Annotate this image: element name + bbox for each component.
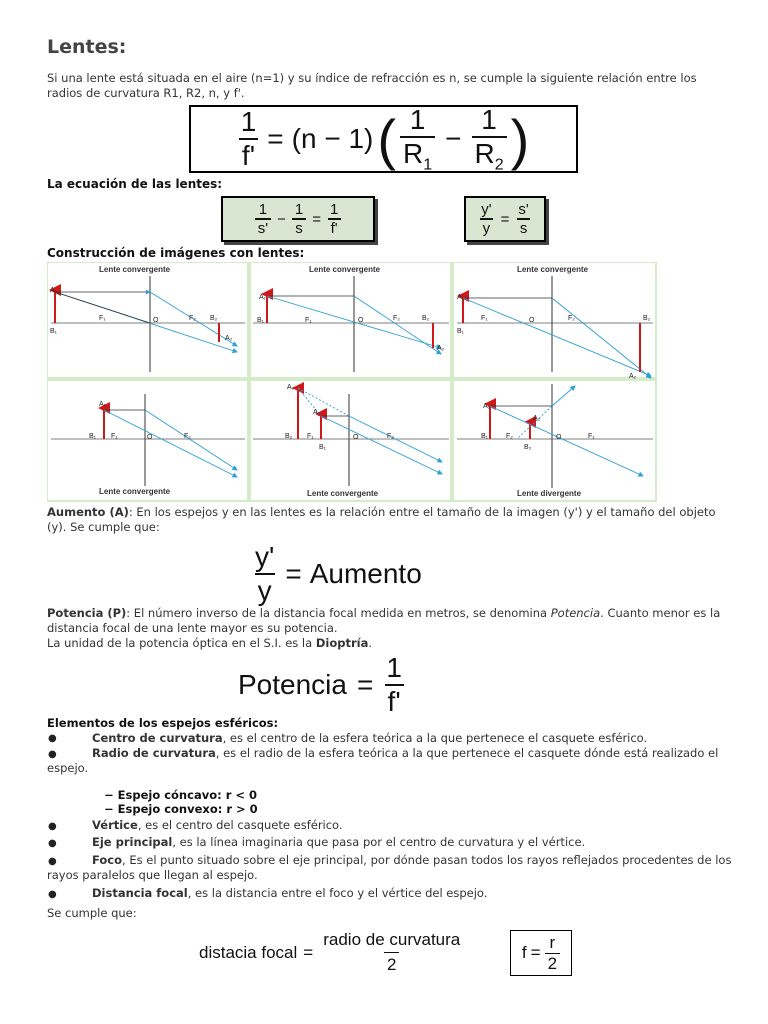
list-item: [92, 818, 732, 833]
p4-label-a1: A₁: [99, 401, 107, 408]
p6-label-o: O: [556, 434, 562, 441]
potencia-formula-eq: =: [356, 669, 374, 700]
p5-label-f1: F₁: [307, 433, 314, 440]
focal-equals: =: [303, 942, 314, 962]
p5-label-a1: A₁: [313, 409, 321, 416]
potencia-formula-num: 1: [386, 652, 402, 683]
p5-label-b1: B₁: [319, 444, 327, 451]
potencia-paragraph: [47, 606, 727, 651]
item-text: , es el centro de la esfera teórica a la que pertenece el casquete esférico.: [222, 731, 648, 745]
bullet-icon: ●: [48, 749, 57, 760]
p5-label-b2: B₂: [285, 433, 293, 440]
p5-label-f2: F₂: [387, 433, 394, 440]
p3-label-f2: F₂: [568, 315, 575, 322]
item-text: , es el radio de la esfera teórica a la que pertenece el casquete dónde está realizado el espejo.: [47, 746, 719, 775]
aumento-paragraph: [47, 505, 727, 535]
p4-label-o: O: [147, 434, 153, 441]
magnification-ratio-box: [464, 196, 546, 242]
aumento-formula: [252, 541, 422, 607]
item-term: Eje principal: [92, 835, 173, 849]
p1-label-f1: F₁: [99, 315, 106, 322]
lens-ray-diagram: [47, 262, 657, 502]
focal-left-text: distacia focal: [199, 942, 298, 962]
eq-equals: =: [312, 210, 321, 228]
p4-label-f2: F₂: [184, 433, 191, 440]
potencia-text-a: : El número inverso de la distancia focal medida en metros, se denomina: [126, 606, 551, 620]
p1-label-a1: A₁: [50, 287, 58, 294]
eq-num1: 1: [258, 201, 268, 218]
potencia-formula: [238, 652, 405, 718]
item-term: Radio de curvatura: [92, 746, 216, 760]
p5-label-a2: A₂: [287, 384, 295, 391]
r2-symbol: R: [474, 137, 495, 169]
r1-subscript: 1: [423, 156, 433, 174]
ray-diagram-svg: [47, 262, 657, 502]
p3-label-b2: B₂: [643, 315, 651, 322]
potencia-formula-den: f': [385, 684, 404, 718]
lensmaker-n-term: (n − 1): [291, 123, 374, 154]
lensmaker-lhs-fraction: [238, 106, 260, 172]
elementos-heading: Elementos de los espejos esféricos:: [47, 716, 279, 730]
p1-label-o: O: [153, 317, 159, 324]
p6-label-f1: F₁: [588, 433, 595, 440]
p4-label-f1: F₁: [111, 433, 118, 440]
list-item: [47, 853, 737, 883]
item-text: , es la distancia entre el foco y el vértice del espejo.: [187, 886, 488, 900]
f-equals-r-over-2-box: [510, 930, 572, 976]
cumple-text: Se cumple que:: [47, 906, 137, 920]
item-term: Centro de curvatura: [92, 731, 223, 745]
potencia-line2-b: Dioptría: [315, 636, 369, 650]
section-construccion-heading: Construcción de imágenes con lentes:: [47, 246, 305, 260]
lensmaker-formula-box: [189, 105, 578, 173]
item-term: Foco: [92, 853, 123, 867]
p3-label-a1: A₁: [457, 294, 465, 301]
panel-6: [454, 381, 655, 500]
panel-6-title: Lente divergente: [517, 489, 582, 498]
ratio-y-prime: y': [481, 201, 492, 218]
p1-label-f2: F₂: [189, 315, 196, 322]
small-r: r: [549, 932, 556, 952]
open-paren: (: [377, 107, 396, 171]
p6-label-b1: B₁: [481, 433, 489, 440]
lensmaker-minus: −: [445, 123, 462, 154]
list-item: [92, 731, 732, 746]
p3-label-f1: F₁: [481, 315, 488, 322]
p3-label-a2: A₂: [629, 373, 637, 380]
p2-label-f1: F₁: [305, 317, 312, 324]
panel-5: [251, 381, 450, 500]
bullet-icon: ●: [48, 889, 57, 900]
potencia-text-c: . Cuanto menor es la distancia focal de una lente mayor es su potencia.: [47, 606, 721, 635]
panel-1-title: Lente convergente: [99, 265, 171, 274]
ratio-s-prime: s': [518, 201, 529, 218]
eq-den-s-prime: s': [255, 218, 271, 237]
aumento-formula-den: y: [255, 573, 275, 607]
intro-paragraph: Si una lente está situada en el aire (n=1) y su índice de refracción es n, se cumple la siguiente relación entre los radios de curvatura R1, R2, n, y f'.: [47, 71, 697, 100]
sub-item-convexo: − Espejo convexo: r > 0: [104, 802, 258, 816]
p5-label-o: O: [353, 434, 359, 441]
lensmaker-equals: =: [267, 123, 284, 154]
eq-minus: −: [277, 210, 286, 228]
small-f: f: [521, 943, 527, 962]
bullet-icon: ●: [48, 856, 57, 867]
item-text: , Es el punto situado sobre el eje principal, por dónde pasan todos los rayos reflejados procedentes de los rayos paralelos que llegan al espejo.: [47, 853, 732, 882]
close-paren: ): [510, 107, 530, 171]
panel-5-title: Lente convergente: [307, 489, 379, 498]
p2-label-a1: A₁: [259, 294, 267, 301]
section-ecuacion-heading: La ecuación de las lentes:: [47, 177, 223, 191]
r1-fraction: $\frac{1}{R_1}$: [400, 104, 435, 175]
r2-fraction: $\frac{1}{R_2}$: [472, 104, 507, 175]
aumento-text: : En los espejos y en las lentes es la relación entre el tamaño de la imagen (y') y el tamaño del objeto (y). Se cumple que:: [47, 505, 716, 534]
r2-subscript: 2: [494, 156, 504, 174]
panel-4-title: Lente convergente: [99, 487, 171, 496]
p6-label-b2: B₂: [524, 444, 532, 451]
p2-label-b1: B₁: [257, 317, 265, 324]
ratio-y: y: [480, 218, 494, 237]
list-item: [92, 886, 732, 901]
item-text: , es el centro del casquete esférico.: [137, 818, 343, 832]
p3-label-o: O: [529, 317, 535, 324]
p6-label-f2: F₂: [506, 433, 513, 440]
p4-label-b1: B₁: [89, 433, 97, 440]
panel-2: [251, 263, 450, 377]
page-title: Lentes:: [47, 36, 127, 58]
eq-den-s: s: [292, 218, 306, 237]
bullet-icon: ●: [48, 733, 57, 744]
bullet-icon: ●: [48, 821, 57, 832]
aumento-formula-word: Aumento: [309, 558, 422, 589]
list-item: [47, 746, 727, 776]
lens-equation-box: [221, 196, 375, 242]
p1-label-a2: A₂: [225, 335, 233, 342]
ratio-equals: =: [500, 210, 510, 228]
item-term: Distancia focal: [92, 886, 188, 900]
aumento-formula-eq: =: [285, 558, 302, 589]
p2-label-o: O: [358, 317, 364, 324]
eq-num3: 1: [329, 201, 339, 218]
lhs-denominator: f': [239, 138, 258, 172]
p1-label-b2: B₂: [210, 315, 218, 322]
p6-label-a1: A₁: [483, 403, 491, 410]
p2-label-b2: B₂: [422, 315, 430, 322]
r1-symbol: R: [403, 137, 424, 169]
aumento-term: Aumento (A): [47, 505, 129, 519]
potencia-formula-word: Potencia: [238, 669, 347, 700]
aumento-formula-num: y': [255, 541, 275, 572]
p6-label-a2: A₂: [533, 415, 541, 422]
p2-label-f2: F₂: [393, 315, 400, 322]
eq-den-f-prime: f': [328, 218, 341, 237]
potencia-line2-a: La unidad de la potencia óptica en el S.I. es la: [47, 636, 316, 650]
lhs-numerator: 1: [240, 106, 257, 137]
ratio-s: s: [517, 218, 531, 237]
small-two: 2: [545, 953, 560, 974]
panel-2-title: Lente convergente: [309, 265, 381, 274]
focal-denominator: 2: [384, 952, 399, 975]
potencia-line2-c: .: [368, 636, 372, 650]
small-equals: =: [530, 943, 541, 962]
item-text: , es la línea imaginaria que pasa por el centro de curvatura y el vértice.: [172, 835, 586, 849]
item-term: Vértice: [92, 818, 138, 832]
p3-label-b1: B₁: [457, 328, 465, 335]
bullet-icon: ●: [48, 838, 57, 849]
sub-item-concavo: − Espejo cóncavo: r < 0: [104, 788, 258, 802]
focal-distance-formula: [199, 930, 464, 975]
potencia-text-b: Potencia: [550, 606, 601, 620]
p1-label-b1: B₁: [50, 328, 58, 335]
potencia-term: Potencia (P): [47, 606, 127, 620]
list-item: [92, 835, 732, 850]
eq-num2: 1: [294, 201, 304, 218]
p2-label-a2: A₂: [437, 345, 445, 352]
focal-numerator: radio de curvatura: [323, 930, 461, 949]
panel-3-title: Lente convergente: [517, 265, 589, 274]
